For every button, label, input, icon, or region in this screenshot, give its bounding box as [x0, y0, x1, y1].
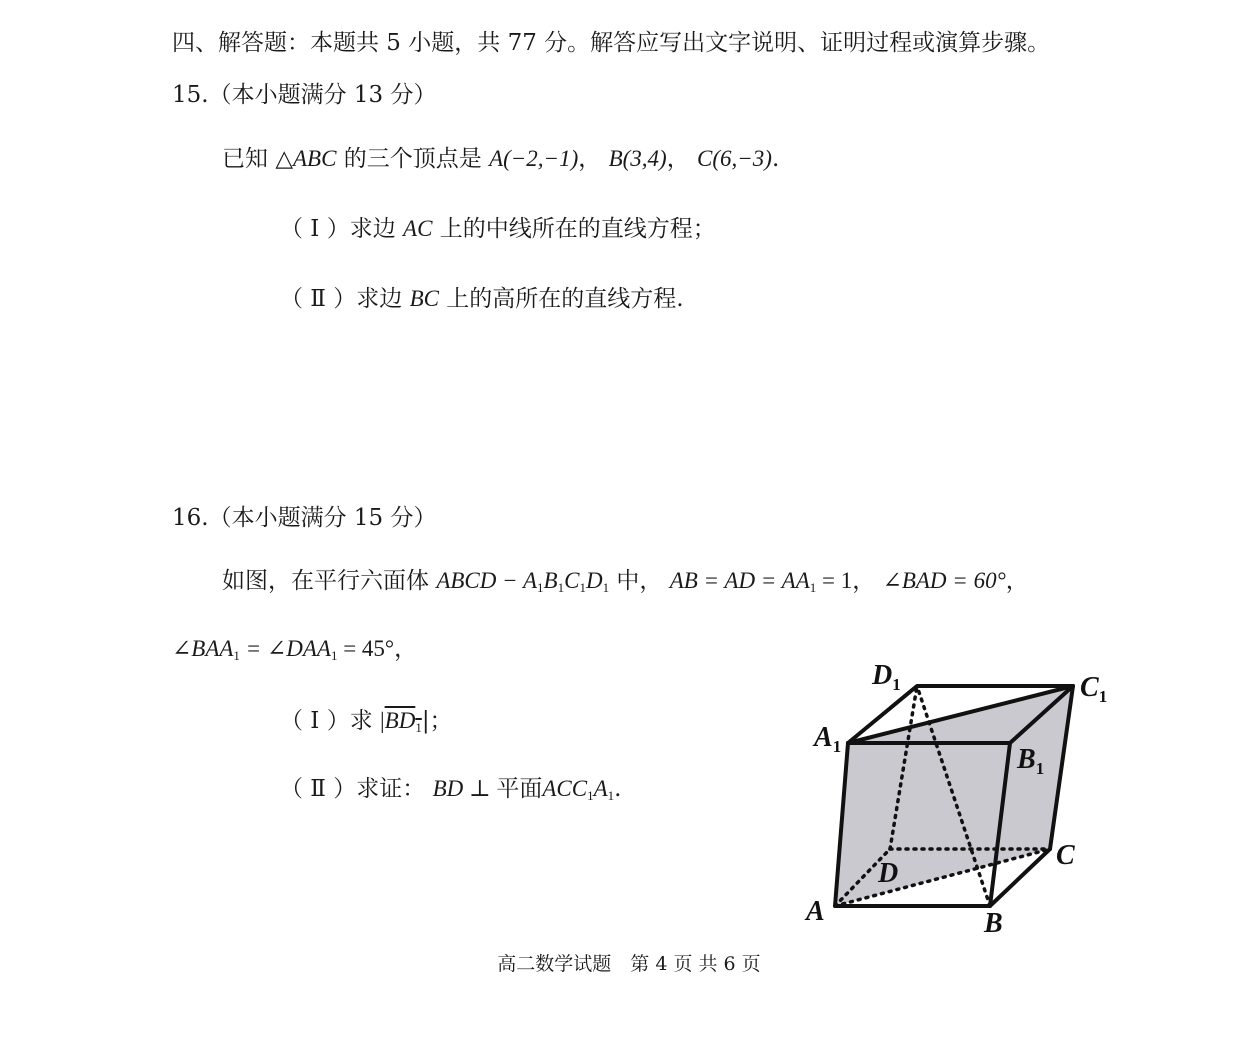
problem-16-part-2: （ Ⅱ ）求证： BD ⊥ 平面$ACC_1A_1$.	[280, 776, 622, 803]
angle-bad: ∠BAD = 60°	[882, 568, 1006, 593]
parallelepiped-figure	[790, 650, 1130, 940]
problem-16-stem-line-1: 如图，在平行六面体 ABCD − $A_1B_1C_1D_1$ 中， AB = AD = $AA_1 = 1$， ∠BAD = 60°，	[222, 568, 1029, 595]
angle-equality: $\angle BAA_1$ = $\angle DAA_1 = 45^\circ$	[172, 636, 395, 663]
problem-15-part-1: （ Ⅰ ）求边 AC 上的中线所在的直线方程；	[280, 216, 716, 242]
problem-16-stem-line-2: $\angle BAA_1$ = $\angle DAA_1 = 45^\circ$，	[172, 636, 418, 663]
problem-points: （本小题满分 13 分）	[208, 82, 437, 108]
plane-acc1a1: $ACC_1A_1$	[542, 776, 615, 803]
vertex-c: C(6,−3)	[697, 146, 772, 171]
triangle-abc: △ABC	[275, 146, 337, 171]
label-c: C	[1056, 840, 1075, 871]
section-header: 四、解答题：本题共 5 小题，共 77 分。解答应写出文字说明、证明过程或演算步骤。	[172, 30, 1051, 56]
label-a1: $A_1$	[814, 722, 842, 756]
label-b1: $B_1$	[1017, 744, 1045, 778]
problem-number: 16.	[172, 505, 209, 531]
problem-16-part-1: （ Ⅰ ）求 $|BD_1|$；	[280, 708, 453, 735]
problem-15-stem: 已知 △ABC 的三个顶点是 A(−2,−1)， B(3,4)， C(6,−3).	[222, 146, 780, 172]
vertex-a: A(−2,−1)	[489, 146, 579, 171]
problem-16-header	[172, 503, 436, 533]
label-a: A	[806, 896, 825, 927]
problem-points: （本小题满分 15 分）	[208, 505, 437, 531]
page-footer: 高二数学试题 第 4 页 共 6 页	[497, 953, 761, 975]
edge-equality: AB = AD = $AA_1 = 1$	[669, 568, 853, 595]
solid-name: ABCD − $A_1B_1C_1D_1$	[436, 568, 610, 595]
problem-15-part-2: （ Ⅱ ）求边 BC 上的高所在的直线方程.	[280, 286, 684, 312]
label-d1: $D_1$	[872, 660, 901, 694]
problem-number: 15.	[172, 82, 209, 108]
label-c1: $C_1$	[1080, 672, 1108, 706]
vector-bd1: $BD_1$	[384, 708, 422, 735]
label-b: B	[984, 908, 1003, 939]
problem-15-header	[172, 80, 436, 110]
label-d: D	[878, 858, 899, 889]
vertex-b: B(3,4)	[608, 146, 667, 171]
